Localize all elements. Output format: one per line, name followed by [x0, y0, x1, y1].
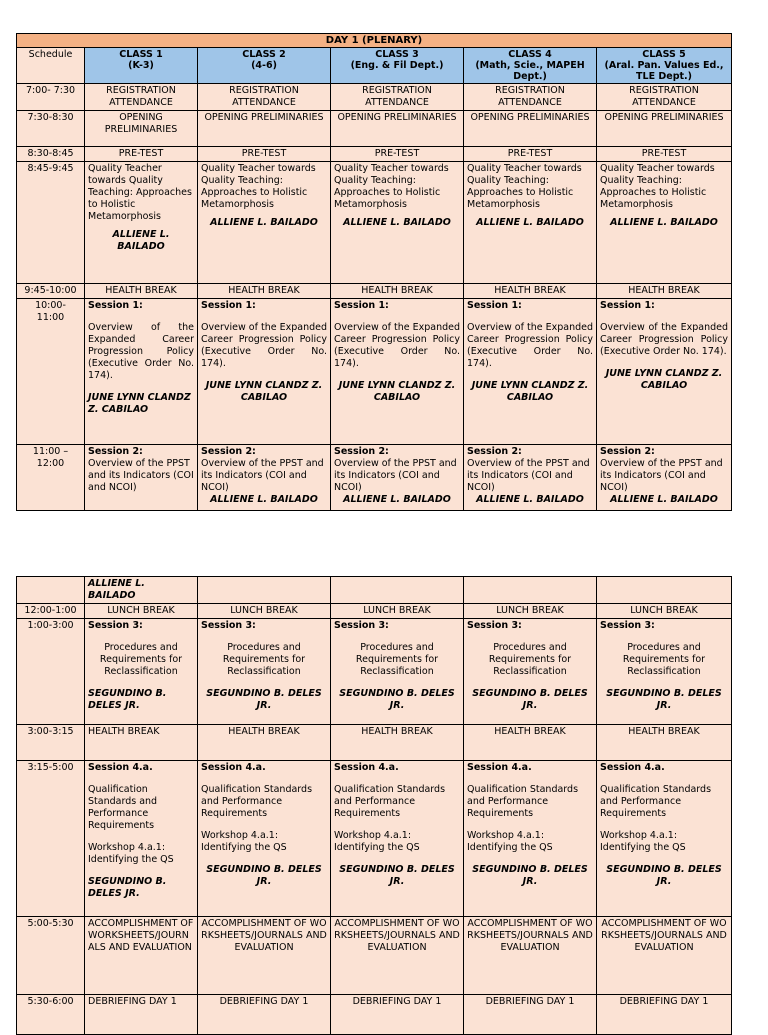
- speaker-name: ALLIENE L. BAILADO: [343, 494, 451, 505]
- break-cell: HEALTH BREAK: [85, 284, 198, 299]
- break-cell: HEALTH BREAK: [331, 725, 464, 761]
- debriefing-cell: DEBRIEFING DAY 1: [85, 995, 198, 1035]
- break-cell: HEALTH BREAK: [198, 284, 331, 299]
- table-row: [17, 619, 732, 725]
- session-cell: Session 4.a. Qualification Standards and Performance Requirements Workshop 4.a.1: Identifying the QS SEGUNDINO B. DELES JR.: [198, 761, 331, 917]
- session-cell: [198, 577, 331, 604]
- speaker-name: ALLIENE L. BAILADO: [476, 217, 584, 228]
- table-row: [17, 299, 732, 445]
- opening-cell: OPENING PRELIMINARIES: [85, 111, 198, 147]
- time-cell: [17, 577, 85, 604]
- class-3-header: CLASS 3 (Eng. & Fil Dept.): [331, 48, 464, 84]
- session-cell: Session 3: Procedures and Requirements for Reclassification SEGUNDINO B. DELES JR.: [597, 619, 732, 725]
- class-1-header: CLASS 1 (K-3): [85, 48, 198, 84]
- speaker-name: SEGUNDINO B. DELES JR.: [606, 688, 722, 711]
- debriefing-cell: DEBRIEFING DAY 1: [597, 995, 732, 1035]
- break-cell: HEALTH BREAK: [331, 284, 464, 299]
- table-row: [17, 147, 732, 162]
- session-cell: Session 1: Overview of the Expanded Career Progression Policy (Executive Order No. 174). JUNE LYNN CLANDZ Z. CABILAO: [597, 299, 732, 445]
- speaker-name: SEGUNDINO B. DELES JR.: [606, 864, 722, 887]
- speaker-name: ALLIENE L. BAILADO: [88, 578, 145, 601]
- speaker-name: SEGUNDINO B. DELES JR.: [88, 688, 167, 711]
- time-cell: 11:00 – 12:00: [17, 445, 85, 511]
- speaker-name: ALLIENE L. BAILADO: [343, 217, 451, 228]
- schedule-table-part-2: [16, 576, 732, 1035]
- session-cell: Quality Teacher towards Quality Teaching: Approaches to Holistic Metamorphosis ALLIENE L. BAILADO: [464, 162, 597, 284]
- time-cell: 7:00- 7:30: [17, 84, 85, 111]
- table-row: [17, 577, 732, 604]
- speaker-name: SEGUNDINO B. DELES JR.: [472, 864, 588, 887]
- schedule-column-header: Schedule: [17, 48, 85, 84]
- speaker-name: ALLIENE L. BAILADO: [610, 217, 718, 228]
- accomplishment-cell: ACCOMPLISHMENT OF WORKSHEETS/JOURNALS AND EVALUATION: [331, 917, 464, 995]
- speaker-name: SEGUNDINO B. DELES JR.: [339, 864, 455, 887]
- table-row: [17, 604, 732, 619]
- opening-cell: OPENING PRELIMINARIES: [331, 111, 464, 147]
- session-cell: Session 2: Overview of the PPST and its Indicators (COI and NCOI) ALLIENE L. BAILADO: [331, 445, 464, 511]
- table-row: [17, 917, 732, 995]
- time-cell: 12:00-1:00: [17, 604, 85, 619]
- session-cell: Session 2: Overview of the PPST and its Indicators (COI and NCOI) ALLIENE L. BAILADO: [198, 445, 331, 511]
- break-cell: LUNCH BREAK: [464, 604, 597, 619]
- session-cell: Session 3: Procedures and Requirements for Reclassification SEGUNDINO B. DELES JR.: [85, 619, 198, 725]
- time-cell: 5:30-6:00: [17, 995, 85, 1035]
- registration-cell: REGISTRATION ATTENDANCE: [198, 84, 331, 111]
- session-cell: Session 4.a. Qualification Standards and Performance Requirements Workshop 4.a.1: Identifying the QS SEGUNDINO B. DELES JR.: [331, 761, 464, 917]
- schedule-title: DAY 1 (PLENARY): [17, 34, 732, 48]
- session-cell: Quality Teacher towards Quality Teaching: Approaches to Holistic Metamorphosis ALLIENE L. BAILADO: [85, 162, 198, 284]
- debriefing-cell: DEBRIEFING DAY 1: [464, 995, 597, 1035]
- break-cell: HEALTH BREAK: [85, 725, 198, 761]
- session-cell: Session 1: Overview of the Expanded Career Progression Policy (Executive Order No. 174). JUNE LYNN CLANDZ Z. CABILAO: [85, 299, 198, 445]
- speaker-name: JUNE LYNN CLANDZ Z. CABILAO: [88, 392, 191, 415]
- table-row: [17, 445, 732, 511]
- pretest-cell: PRE-TEST: [464, 147, 597, 162]
- speaker-name: ALLIENE L. BAILADO: [210, 217, 318, 228]
- registration-cell: REGISTRATION ATTENDANCE: [331, 84, 464, 111]
- table-row: [17, 284, 732, 299]
- speaker-name: ALLIENE L. BAILADO: [210, 494, 318, 505]
- accomplishment-cell: ACCOMPLISHMENT OF WORKSHEETS/JOURNALS AND EVALUATION: [198, 917, 331, 995]
- session-cell: Session 1: Overview of the Expanded Career Progression Policy (Executive Order No. 174). JUNE LYNN CLANDZ Z. CABILAO: [198, 299, 331, 445]
- break-cell: HEALTH BREAK: [198, 725, 331, 761]
- class-5-header: CLASS 5 (Aral. Pan. Values Ed., TLE Dept.): [597, 48, 732, 84]
- pretest-cell: PRE-TEST: [597, 147, 732, 162]
- time-cell: 3:15-5:00: [17, 761, 85, 917]
- table-row: [17, 162, 732, 284]
- break-cell: HEALTH BREAK: [597, 725, 732, 761]
- break-cell: LUNCH BREAK: [597, 604, 732, 619]
- time-cell: 8:45-9:45: [17, 162, 85, 284]
- class-2-header: CLASS 2 (4-6): [198, 48, 331, 84]
- session-cell: Quality Teacher towards Quality Teaching: Approaches to Holistic Metamorphosis ALLIENE L. BAILADO: [198, 162, 331, 284]
- time-cell: 1:00-3:00: [17, 619, 85, 725]
- pretest-cell: PRE-TEST: [331, 147, 464, 162]
- session-cell: Session 2: Overview of the PPST and its Indicators (COI and NCOI) ALLIENE L. BAILADO: [597, 445, 732, 511]
- time-cell: 3:00-3:15: [17, 725, 85, 761]
- session-cell: [85, 577, 198, 604]
- break-cell: LUNCH BREAK: [85, 604, 198, 619]
- registration-cell: REGISTRATION ATTENDANCE: [597, 84, 732, 111]
- time-cell: 10:00- 11:00: [17, 299, 85, 445]
- session-cell: Session 4.a. Qualification Standards and Performance Requirements Workshop 4.a.1: Identifying the QS SEGUNDINO B. DELES JR.: [85, 761, 198, 917]
- speaker-name: ALLIENE L. BAILADO: [610, 494, 718, 505]
- session-cell: Session 1: Overview of the Expanded Career Progression Policy (Executive Order No. 174). JUNE LYNN CLANDZ Z. CABILAO: [464, 299, 597, 445]
- speaker-name: JUNE LYNN CLANDZ Z. CABILAO: [605, 368, 723, 391]
- time-cell: 5:00-5:30: [17, 917, 85, 995]
- break-cell: HEALTH BREAK: [597, 284, 732, 299]
- session-cell: [331, 577, 464, 604]
- speaker-name: SEGUNDINO B. DELES JR.: [339, 688, 455, 711]
- time-cell: 7:30-8:30: [17, 111, 85, 147]
- registration-cell: REGISTRATION ATTENDANCE: [464, 84, 597, 111]
- accomplishment-cell: ACCOMPLISHMENT OF WORKSHEETS/JOURNALS AND EVALUATION: [597, 917, 732, 995]
- session-cell: Session 3: Procedures and Requirements for Reclassification SEGUNDINO B. DELES JR.: [331, 619, 464, 725]
- break-cell: LUNCH BREAK: [198, 604, 331, 619]
- speaker-name: SEGUNDINO B. DELES JR.: [206, 864, 322, 887]
- speaker-name: ALLIENE L. BAILADO: [476, 494, 584, 505]
- table-row: [17, 761, 732, 917]
- class-4-header: CLASS 4 (Math, Scie., MAPEH Dept.): [464, 48, 597, 84]
- session-cell: Quality Teacher towards Quality Teaching: Approaches to Holistic Metamorphosis ALLIENE L. BAILADO: [597, 162, 732, 284]
- schedule-table-part-1: [16, 33, 732, 511]
- table-row: [17, 111, 732, 147]
- debriefing-cell: DEBRIEFING DAY 1: [331, 995, 464, 1035]
- break-cell: HEALTH BREAK: [464, 725, 597, 761]
- pretest-cell: PRE-TEST: [198, 147, 331, 162]
- opening-cell: OPENING PRELIMINARIES: [597, 111, 732, 147]
- accomplishment-cell: ACCOMPLISHMENT OF WORKSHEETS/JOURNALS AND EVALUATION: [85, 917, 198, 995]
- speaker-name: SEGUNDINO B. DELES JR.: [88, 876, 167, 899]
- time-cell: 9:45-10:00: [17, 284, 85, 299]
- session-cell: Session 4.a. Qualification Standards and Performance Requirements Workshop 4.a.1: Identifying the QS SEGUNDINO B. DELES JR.: [597, 761, 732, 917]
- table-row: [17, 725, 732, 761]
- pretest-cell: PRE-TEST: [85, 147, 198, 162]
- session-cell: Quality Teacher towards Quality Teaching: Approaches to Holistic Metamorphosis ALLIENE L. BAILADO: [331, 162, 464, 284]
- opening-cell: OPENING PRELIMINARIES: [464, 111, 597, 147]
- session-cell: Session 2: Overview of the PPST and its Indicators (COI and NCOI) ALLIENE L. BAILADO: [464, 445, 597, 511]
- session-cell: Session 4.a. Qualification Standards and Performance Requirements Workshop 4.a.1: Identifying the QS SEGUNDINO B. DELES JR.: [464, 761, 597, 917]
- table-row: [17, 995, 732, 1035]
- speaker-name: ALLIENE L. BAILADO: [112, 229, 170, 252]
- session-cell: Session 1: Overview of the Expanded Career Progression Policy (Executive Order No. 174). JUNE LYNN CLANDZ Z. CABILAO: [331, 299, 464, 445]
- speaker-name: JUNE LYNN CLANDZ Z. CABILAO: [205, 380, 323, 403]
- accomplishment-cell: ACCOMPLISHMENT OF WORKSHEETS/JOURNALS AND EVALUATION: [464, 917, 597, 995]
- session-cell: [464, 577, 597, 604]
- session-cell: Session 2: Overview of the PPST and its Indicators (COI and NCOI): [85, 445, 198, 511]
- session-cell: Session 3: Procedures and Requirements for Reclassification SEGUNDINO B. DELES JR.: [198, 619, 331, 725]
- time-cell: 8:30-8:45: [17, 147, 85, 162]
- opening-cell: OPENING PRELIMINARIES: [198, 111, 331, 147]
- table-row: [17, 84, 732, 111]
- speaker-name: JUNE LYNN CLANDZ Z. CABILAO: [338, 380, 456, 403]
- break-cell: LUNCH BREAK: [331, 604, 464, 619]
- session-cell: [597, 577, 732, 604]
- break-cell: HEALTH BREAK: [464, 284, 597, 299]
- session-cell: Session 3: Procedures and Requirements for Reclassification SEGUNDINO B. DELES JR.: [464, 619, 597, 725]
- speaker-name: SEGUNDINO B. DELES JR.: [206, 688, 322, 711]
- speaker-name: SEGUNDINO B. DELES JR.: [472, 688, 588, 711]
- debriefing-cell: DEBRIEFING DAY 1: [198, 995, 331, 1035]
- registration-cell: REGISTRATION ATTENDANCE: [85, 84, 198, 111]
- speaker-name: JUNE LYNN CLANDZ Z. CABILAO: [471, 380, 589, 403]
